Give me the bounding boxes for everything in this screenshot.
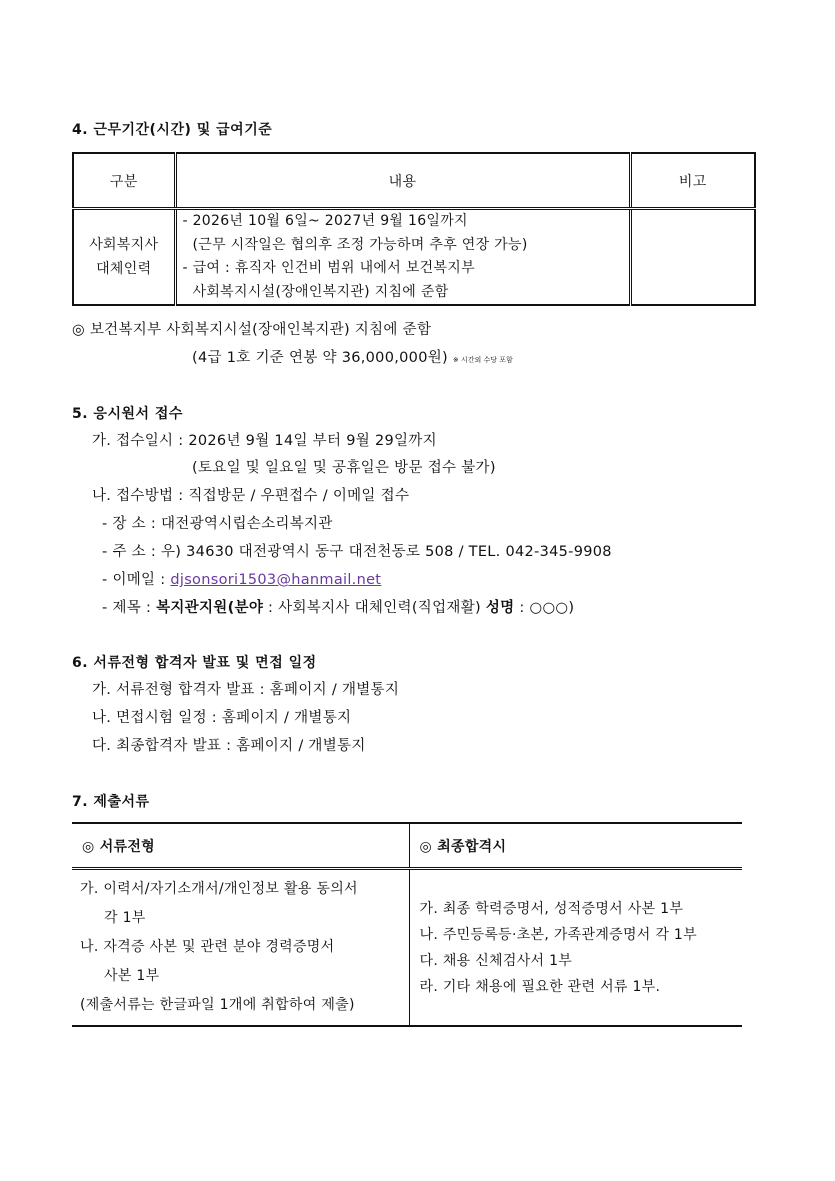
table-header-row: [73, 153, 755, 209]
email-label: - 이메일 :: [102, 572, 171, 588]
doc-line: 나. 주민등록등·초본, 가족관계증명서 각 1부: [419, 926, 697, 943]
documents-header-row: [72, 823, 742, 869]
content-line: 사회복지시설(장애인복지관) 지침에 준함: [192, 283, 449, 300]
salary-note: ◎ 보건복지부 사회복지시설(장애인복지관) 지침에 준함: [72, 322, 432, 338]
doc-line: 가. 이력서/자기소개서/개인정보 활용 동의서: [80, 881, 358, 897]
category-line: 대체인력: [96, 261, 152, 277]
doc-line: 각 1부: [104, 910, 146, 926]
subject-line: [102, 596, 574, 617]
schedule-item: 다. 최종합격자 발표 : 홈페이지 / 개별통지: [92, 738, 366, 754]
address-line: - 주 소 : 우) 34630 대전광역시 동구 대전천동로 508 / TEL. 042-345-9908: [102, 544, 612, 560]
subject-prefix: - 제목 :: [102, 600, 157, 616]
remark-cell: [630, 209, 755, 306]
reception-period: 가. 접수일시 : 2026년 9월 14일 부터 9월 29일까지: [92, 433, 437, 449]
header-remark: 비고: [630, 153, 755, 209]
doc-line: (제출서류는 한글파일 1개에 취합하여 제출): [80, 997, 355, 1013]
final-header: ◎ 최종합격시: [409, 823, 742, 869]
category-cell: [73, 209, 175, 306]
content-line: (근무 시작일은 협의후 조정 가능하며 추후 연장 가능): [192, 236, 528, 253]
section-4-heading: 4. 근무기간(시간) 및 급여기준: [72, 122, 273, 138]
subject-field-value: : 사회복지사 대체인력(직업재활): [263, 600, 486, 616]
doc-line: 가. 최종 학력증명서, 성적증명서 사본 1부: [419, 900, 684, 917]
salary-amount: (4급 1호 기준 연봉 약 36,000,000원): [192, 350, 448, 366]
content-line: - 2026년 10월 6일~ 2027년 9월 16일까지: [182, 213, 468, 229]
screening-header: ◎ 서류전형: [72, 823, 409, 869]
email-link[interactable]: djsonsori1503@hanmail.net: [170, 572, 382, 588]
doc-line: 사본 1부: [104, 968, 160, 984]
place-line: - 장 소 : 대전광역시립손소리복지관: [102, 516, 333, 532]
reception-note: (토요일 및 일요일 및 공휴일은 방문 접수 불가): [192, 460, 496, 476]
subject-name-label: 성명: [485, 600, 515, 616]
doc-line: 나. 자격증 사본 및 관련 분야 경력증명서: [80, 939, 335, 955]
header-content: 내용: [175, 153, 630, 209]
reception-method: 나. 접수방법 : 직접방문 / 우편접수 / 이메일 접수: [92, 488, 410, 504]
schedule-item: 나. 면접시험 일정 : 홈페이지 / 개별통지: [92, 710, 352, 726]
documents-body-row: [72, 869, 742, 1027]
content-line: - 급여 : 휴직자 인건비 범위 내에서 보건복지부: [182, 260, 475, 276]
content-cell: [175, 209, 630, 306]
schedule-item: 가. 서류전형 합격자 발표 : 홈페이지 / 개별통지: [92, 682, 400, 698]
table-row: [73, 209, 755, 306]
email-line: [102, 568, 381, 589]
screening-docs-cell: [72, 869, 409, 1027]
doc-line: 라. 기타 채용에 필요한 관련 서류 1부.: [419, 978, 661, 995]
subject-name-value: : ○○○): [514, 600, 575, 616]
documents-table: [72, 822, 742, 1027]
category-line: 사회복지사: [89, 237, 159, 253]
doc-line: 다. 채용 신체검사서 1부: [419, 952, 573, 969]
salary-detail: [192, 346, 513, 367]
subject-bold-field: 복지관지원(분야: [156, 600, 264, 616]
salary-small-note: ※ 시간외 수당 포함: [452, 356, 513, 364]
section-5-heading: 5. 응시원서 접수: [72, 406, 183, 422]
final-docs-cell: [409, 869, 742, 1027]
work-period-table: [72, 152, 756, 306]
section-7-heading: 7. 제출서류: [72, 794, 150, 810]
header-category: 구분: [73, 153, 175, 209]
section-6-heading: 6. 서류전형 합격자 발표 및 면접 일정: [72, 655, 317, 671]
